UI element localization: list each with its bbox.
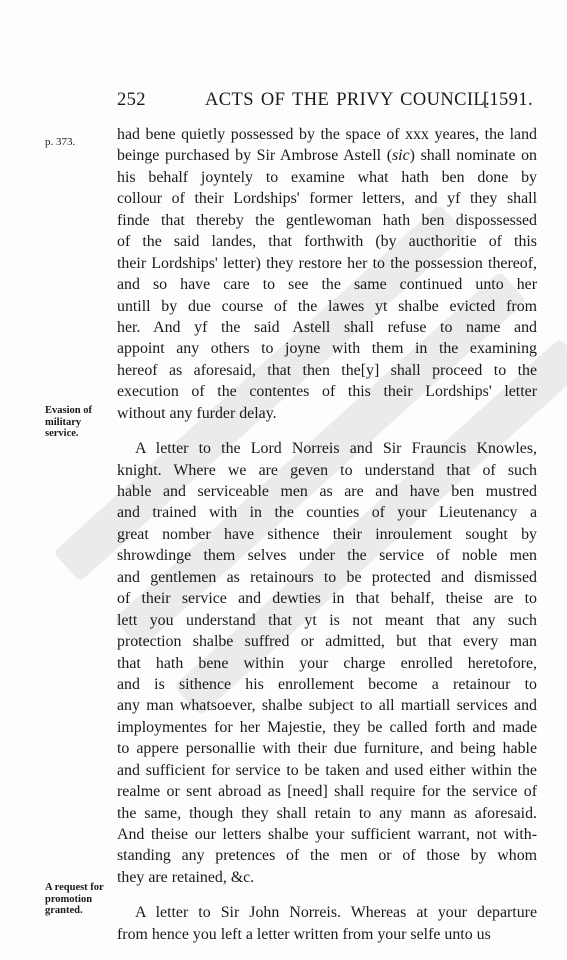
text-line: shrowdinge them selves under the service of noble men	[117, 547, 537, 565]
margin-page-reference: p. 373.	[45, 136, 76, 148]
text-line: their Lordships' letter) they restore her to the possession thereof,	[117, 254, 537, 272]
text-line: and sufficient for service to be taken and used either within the	[117, 761, 537, 779]
text-line: to appere personallie with their due furniture, and being hable	[117, 740, 537, 758]
sic-italic: sic	[392, 147, 410, 165]
paragraph	[117, 124, 537, 424]
text-line: her. And yf the said Astell shall refuse to name and	[117, 318, 537, 336]
text-line: execution of the contentes of this their Lordships' letter	[117, 383, 537, 401]
text-line: the same, though they shall retain to any mann as aforesaid.	[117, 804, 537, 822]
text-line: that hath bene within your charge enrolled heretofore,	[117, 654, 537, 672]
text-line: A letter to the Lord Norreis and Sir Frauncis Knowles,	[135, 440, 537, 458]
paragraph-gap	[117, 888, 537, 902]
paragraph	[117, 438, 537, 888]
margin-note-line: A request for	[45, 882, 104, 893]
text-line: any man whatsoever, shalbe subject to all martiall services and	[117, 697, 537, 715]
main-text	[117, 124, 537, 945]
text-line: protection shalbe suffred or admitted, but that every man	[117, 633, 537, 651]
text-line: and trained with in the counties of your Lieutenancy a	[117, 504, 537, 522]
margin-note-line: service.	[45, 428, 79, 439]
text-line: had bene quietly possessed by the space of xxx yeares, the land	[117, 126, 537, 143]
margin-note-evasion	[45, 405, 92, 440]
margin-note-line: military	[45, 416, 82, 428]
running-title: ACTS OF THE PRIVY COUNCIL.	[205, 90, 491, 110]
text-line: they are retained, &c.	[117, 868, 255, 886]
text-line: imploymentes for her Majestie, they be called forth and made	[117, 718, 537, 736]
text-line: finde that thereby the gentlewoman hath ben dispossessed	[117, 211, 537, 229]
text-line: appoint any others to joyne with them in the examining	[117, 340, 537, 358]
paragraph-gap	[117, 424, 537, 438]
page-number: 252	[117, 90, 146, 110]
text-line: And theise our letters shalbe your sufficient warrant, not with-	[117, 826, 537, 843]
text-line: hereof as aforesaid, that then the[y] shall proceed to the	[117, 361, 537, 379]
text-line: realme or sent abroad as [need] shall require for the service of	[117, 783, 537, 801]
text-line: and so have care to see the same continued unto her	[117, 276, 537, 294]
text-line: lett you understand that yt is not meant that any such	[117, 611, 537, 629]
text-line: collour of their Lordships' former letters, and yf they shall	[117, 190, 537, 208]
text-line: his behalf joyntely to examine what hath ben done by	[117, 168, 537, 186]
text-line: from hence you left a letter written from your selfe unto us	[117, 925, 491, 943]
text-line: standing any pretences of the men or of those by whom	[117, 847, 537, 865]
text-line: and is sithence his enrollement become a retainour to	[117, 675, 537, 693]
text-line: without any furder delay.	[117, 404, 277, 422]
text-line: of their service and dewties in that behalf, theise are to	[117, 590, 537, 608]
header-year: [1591.	[482, 90, 533, 110]
text-line: of the said landes, that forthwith (by aucthoritie of this	[117, 233, 537, 251]
text-line: beinge purchased by Sir Ambrose Astell (sic) shall nominate on	[117, 147, 537, 165]
margin-note-line: granted.	[45, 905, 83, 916]
text-line: A letter to Sir John Norreis. Whereas at your departure	[135, 904, 537, 922]
text-line: untill by due course of the lawes yt shalbe evicted from	[117, 297, 537, 315]
text-line: knight. Where we are geven to understand that of such	[117, 461, 537, 479]
margin-note-line: promotion	[45, 893, 93, 905]
margin-note-line: Evasion of	[45, 405, 92, 416]
text-line: hable and serviceable men as are and have ben mustred	[117, 483, 537, 500]
text-line: great nomber have sithence their inroulement sought by	[117, 525, 537, 543]
page-header	[117, 90, 537, 114]
margin-note-request	[45, 882, 104, 917]
paragraph	[117, 902, 537, 945]
text-line: and gentlemen as retainours to be protected and dismissed	[117, 568, 537, 586]
